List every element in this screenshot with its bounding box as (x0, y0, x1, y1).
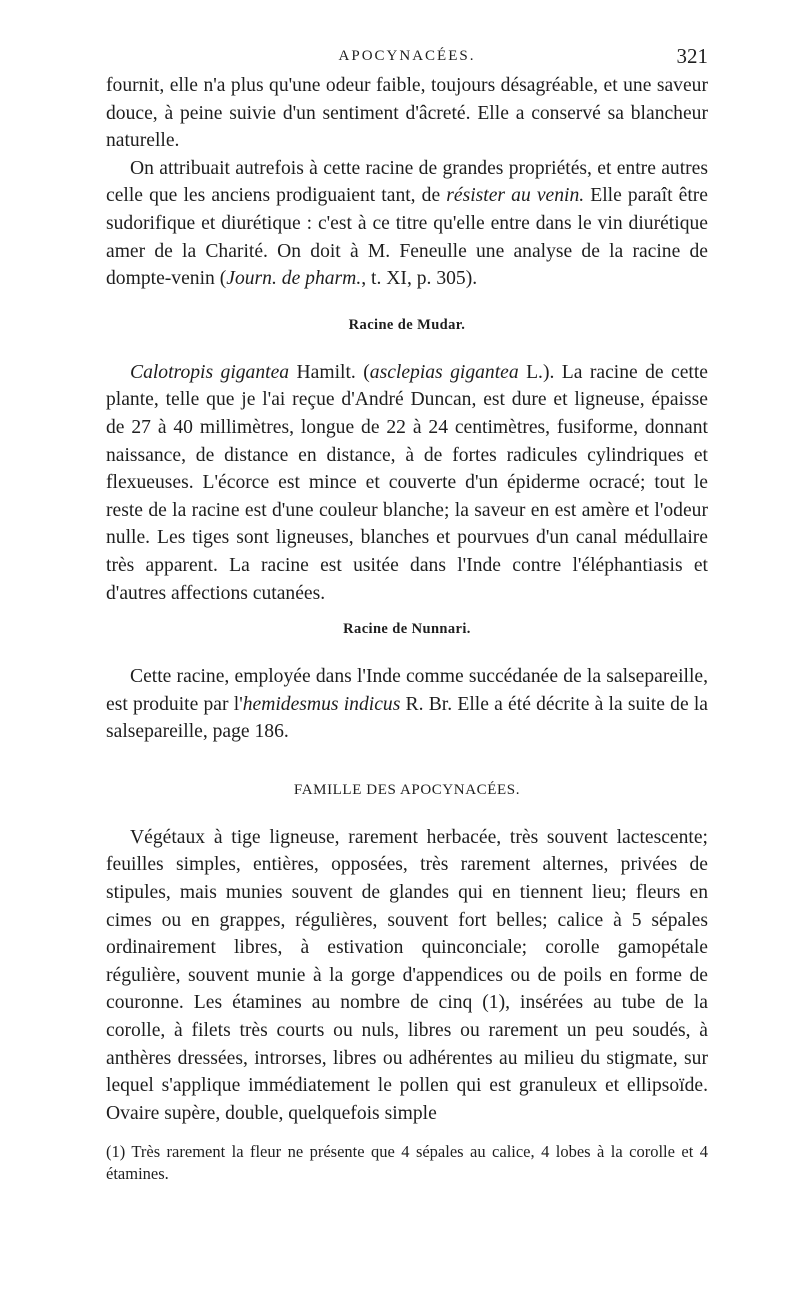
italic-phrase: résister au venin. (446, 185, 585, 207)
paragraph-text: On attribuait autrefois à cette racine de grandes propriétés, et entre autres celle que les anciens prodiguaient tant, de (106, 157, 708, 207)
species-name: hemidesmus indicus (242, 693, 401, 715)
paragraph-nunnari (106, 663, 708, 746)
footnote: (1) Très rarement la fleur ne présente que 4 sépales au calice, 4 lobes à la corolle et 4 étamines. (106, 1142, 708, 1184)
paragraph-properties (106, 155, 708, 293)
paragraph-mudar (106, 359, 708, 607)
running-head (106, 44, 708, 70)
section-heading-mudar: Racine de Mudar. (348, 316, 466, 333)
page-body (106, 72, 708, 1185)
page-number: 321 (676, 44, 708, 68)
paragraph-continuation: fournit, elle n'a plus qu'une odeur faible, toujours désagréable, et une saveur douce, à peine suivie d'un sentiment d'âcreté. Elle a conservé sa blancheur naturelle. (106, 75, 708, 152)
journal-citation: Journ. de pharm. (226, 268, 362, 290)
section-heading-nunnari: Racine de Nunnari. (343, 621, 471, 638)
paragraph-text: Cette racine, employée dans l'Inde comme succédanée de la salsepareille, est produite par l' (106, 666, 708, 715)
paragraph-text: R. Br. Elle a été décrite à la suite de la salsepareille, page 186. (106, 693, 709, 743)
paragraph-family-description: Végétaux à tige ligneuse, rarement herbacée, très souvent lactescente; feuilles simples, entières, opposées, très rarement alternes, privées de stipules, mais munies souvent de glandes qui en tiennent lieu; fleurs en cimes ou en grappes, régulières, souvent fort belles; calice à 5 sépales ordinairement libres, à estivation quinconciale; corolle gamopétale régulière, souvent munie à la gorge d'appendices ou de poils en forme de couronne. Les étamines au nombre de cinq (1), insérées au tube de la corolle, à filets très courts ou nuls, libres ou rarement un peu soudés, à anthères dressées, introrses, libres ou adhérentes au milieu du stigmate, sur lequel s'applique immédiatement le pollen qui est granuleux et ellipsoïde. Ovaire supère, double, quelquefois simple (106, 826, 708, 1124)
paragraph-text: , t. XI, p. 305). (361, 268, 478, 290)
family-title: FAMILLE DES APOCYNACÉES. (293, 781, 521, 798)
running-title: APOCYNACÉES. (338, 48, 476, 64)
paragraph-text: Elle paraît être sudorifique et diurétique : c'est à ce titre qu'elle entre dans le vin diurétique amer de la Charité. On doit à M. Feneulle une analyse de la racine de dompte-venin ( (106, 185, 708, 290)
species-name: Calotropis gigantea (130, 361, 290, 383)
paragraph-text: L.). La racine de cette plante, telle que je l'ai reçue d'André Duncan, est dure et ligneuse, épaisse de 27 à 40 millimètres, longue de 22 à 24 centimètres, fusiforme, donnant naissance, de distance en distance, à de fortes radicules cylindriques et flexueuses. L'écorce est mince et couverte d'un épiderme ocracé; tout le reste de la racine est d'une couleur blanche; la saveur en est amère et l'odeur nulle. Les tiges sont ligneuses, blanches et pourvues d'un canal médullaire très apparent. La racine est usitée dans l'Inde contre l'éléphantiasis et d'autres affections cutanées. (106, 361, 709, 604)
paragraph-text: Hamilt. ( (289, 361, 370, 383)
species-synonym: asclepias gigantea (369, 361, 519, 383)
